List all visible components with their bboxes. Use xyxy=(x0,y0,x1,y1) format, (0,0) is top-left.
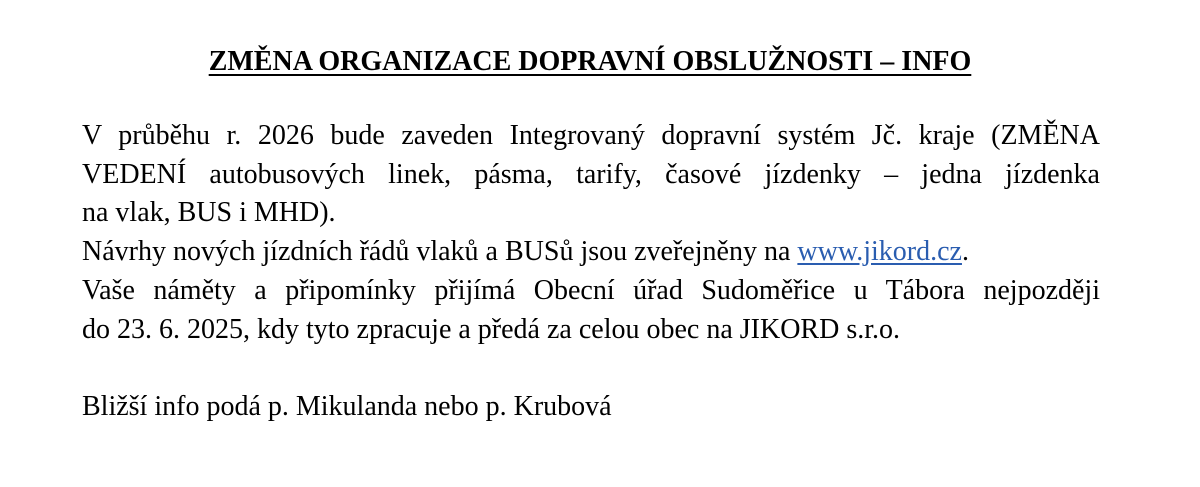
proposal-line xyxy=(82,233,1100,272)
proposal-end: . xyxy=(961,236,969,268)
announcement-body xyxy=(82,117,1100,427)
comments-line-2: do 23. 6. 2025, kdy tyto zpracuje a předá za celou obec na JIKORD s.r.o. xyxy=(82,313,900,345)
proposal-text: Návrhy nových jízdních řádů vlaků a BUSů jsou zveřejněny na xyxy=(82,236,798,268)
paragraph-line-2: VEDENÍ autobusových linek, pásma, tarify, časové jízdenky – jedna jízdenka xyxy=(82,158,1100,190)
paragraph-spacer xyxy=(82,349,1100,388)
paragraph-line-3: na vlak, BUS i MHD). xyxy=(82,197,336,229)
contact-line: Bližší info podá p. Mikulanda nebo p. Krubová xyxy=(82,390,612,422)
paragraph-line-1: V průběhu r. 2026 bude zaveden Integrovaný dopravní systém Jč. kraje (ZMĚNA xyxy=(82,120,1100,151)
comments-line-1: Vaše náměty a připomínky přijímá Obecní úřad Sudoměřice u Tábora nejpozději xyxy=(82,274,1100,306)
jikord-link[interactable]: www.jikord.cz xyxy=(797,236,962,268)
page-title: ZMĚNA ORGANIZACE DOPRAVNÍ OBSLUŽNOSTI – INFO xyxy=(208,46,972,77)
